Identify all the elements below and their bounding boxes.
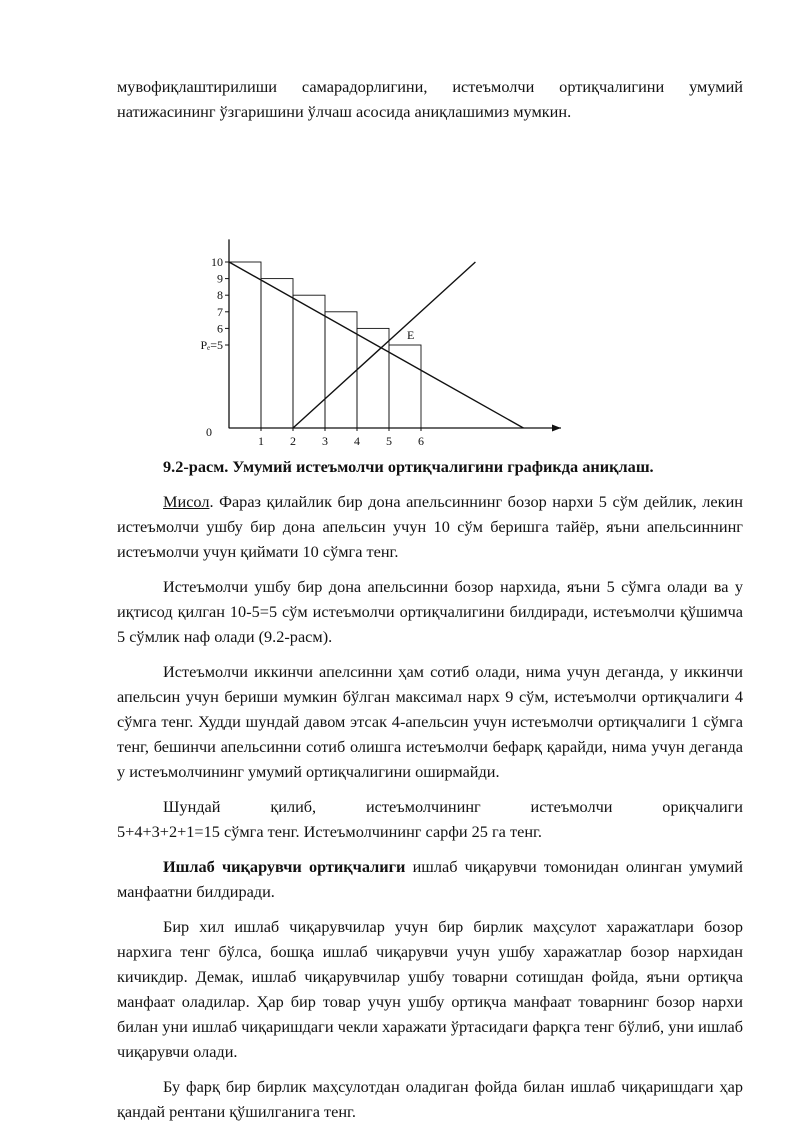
paragraph-7: Бу фарқ бир бирлик маҳсулотдан оладиган фойда билан ишлаб чиқаришдаги ҳар қандай рентани қўшилганига тенг.: [117, 1077, 743, 1121]
y-tick-label-5: 6: [217, 321, 223, 336]
x-tick-label-3: 3: [322, 434, 328, 448]
document-page: [117, 74, 743, 1124]
surplus-step-4: [325, 312, 357, 428]
x-tick-label-4: 4: [354, 434, 360, 448]
demand-line: [229, 262, 523, 428]
example-text: . Фараз қилайлик бир дона апельсиннинг бозор нархи 5 сўм дейлик, лекин истеъмолчи ушбу бир дона апельсин учун 10 сўм беришга тайёр, яъни апельсиннинг истеъмолчи учун қиймати 10 сўмга тенг.: [117, 492, 743, 561]
y-tick-label-6: Pₑ=5: [200, 338, 223, 352]
y-tick-label-2: 9: [217, 271, 223, 286]
paragraph-6: Бир хил ишлаб чиқарувчилар учун бир бирлик маҳсулот харажатлари бозор нархига тенг бўлса, бошқа ишлаб чиқарувчи учун ушбу харажатлар бозор нархидан кичикдир. Демак, ишлаб чиқарувчилар ушбу товарни сотишдан фойда, яъни ортиқча манфаат оладилар. Ҳар бир товар учун ушбу ортиқча манфаат товарнинг бозор нархи билан уни ишлаб чиқаришдаги чекли харажати ўртасидаги фарқга тенг бўлиб, уни ишлаб чиқарувчи олади.: [117, 917, 743, 1061]
x-tick-label-2: 2: [290, 434, 296, 448]
example-paragraph: [117, 489, 743, 564]
surplus-step-6: [389, 345, 421, 428]
equilibrium-label: E: [407, 328, 415, 342]
surplus-step-3: [293, 295, 325, 428]
intro-paragraph: мувофиқлаштирилиши самарадорлигини, истеъмолчи ортиқчалигини умумий натижасининг ўзгаришини ўлчаш асосида аниқлашимиз мумкин.: [117, 77, 743, 121]
x-tick-label-6: 6: [418, 434, 424, 448]
paragraph-4-line-1: Шундай қилиб, истеъмолчининг истеъмолчи ориқчалиги: [163, 797, 743, 816]
x-axis-arrow-icon: [552, 425, 561, 432]
paragraph-5-text: ишлаб чиқарувчи томонидан олинган умумий манфаатни билдиради.: [117, 857, 743, 901]
paragraph-5: [117, 854, 743, 904]
producer-surplus-term: Ишлаб чиқарувчи ортиқчалиги: [163, 857, 406, 876]
origin-label: 0: [206, 425, 212, 439]
paragraph-2: Истеъмолчи ушбу бир дона апельсинни бозор нархида, яъни 5 сўмга олади ва у иқтисод қилган 10-5=5 сўм истеъмолчи ортиқчалигини билдиради, истеъмолчи қўшимча 5 сўмлик наф олади (9.2-расм).: [117, 577, 743, 646]
paragraph-3: Истеъмолчи иккинчи апелсинни ҳам сотиб олади, нима учун деганда, у иккинчи апельсин учун бериши мумкин бўлган максимал нарх 9 сўм, истеъмолчи ортиқчалиги 4 сўмга тенг. Худди шундай давом этсак 4-апельсин учун истеъмолчи ортиқчалиги 1 сўмга тенг, бешинчи апельсинни сотиб олишга истеъмолчи бефарқ қарайди, нима учун деганда у истеъмолчининг умумий ортиқчалигини оширмайди.: [117, 662, 743, 781]
paragraph-4-line-2: 5+4+3+2+1=15 сўмга тенг. Истеъмолчининг сарфи 25 га тенг.: [117, 822, 542, 841]
surplus-step-1: [229, 262, 261, 428]
x-tick-label-5: 5: [386, 434, 392, 448]
y-tick-label-3: 8: [217, 288, 223, 303]
figure-caption: 9.2-расм. Умумий истеъмолчи ортиқчалигини графикда аниқлаш.: [163, 457, 654, 476]
surplus-step-2: [261, 279, 293, 428]
x-tick-label-1: 1: [258, 434, 264, 448]
figure-9-2: [117, 156, 743, 448]
example-label: Мисол: [163, 492, 210, 511]
y-tick-label-4: 7: [217, 304, 223, 319]
consumer-surplus-chart: [187, 156, 687, 448]
supply-line: [293, 262, 475, 428]
y-tick-label-1: 10: [211, 255, 223, 269]
